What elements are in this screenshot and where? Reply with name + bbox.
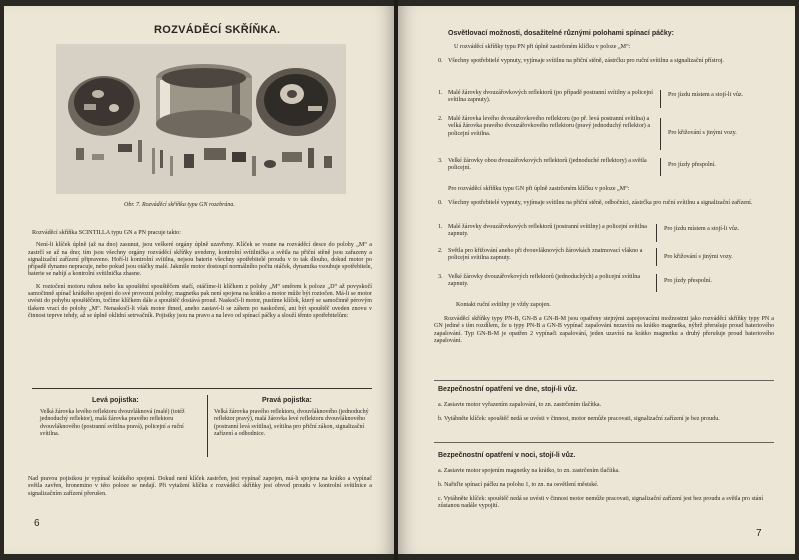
gn-item-0 — [438, 200, 768, 207]
day-safety-b: b. Vytáhněte klíček: spouštěč nedá se uvésti v činnost, motor nemůže pracovati, signalizační zařízení je bez proudu. — [438, 416, 720, 422]
pn-item-1-number: 1. — [438, 90, 443, 96]
pn-item-2-bracket — [660, 118, 661, 150]
pn-item-0-number: 0. — [438, 58, 443, 64]
gn-item-1-bracket — [656, 224, 657, 242]
pn-item-2-number: 2. — [438, 116, 443, 122]
pn-item-0 — [438, 58, 768, 65]
section-divider-1 — [434, 380, 774, 381]
pn-item-2-purpose: Pro křižování s jinými vozy. — [668, 130, 737, 136]
day-safety-heading: Bezpečnostní opatření ve dne, stojí-li vůz. — [438, 386, 578, 393]
pn-item-3 — [438, 158, 658, 173]
gn-subheading: Pro rozváděcí skříňku typu GN při úplně zastrčeném klíčku v poloze „M“: — [448, 186, 630, 192]
right-page — [398, 6, 795, 554]
gn-item-2 — [438, 248, 653, 263]
gn-item-0-text: Všechny spotřebitelé vypnuty, vyjímaje svítilnu na přiční stěně, odbočníci, zástrčka pro ruční svítilnu a signalizační zařízení. — [448, 200, 753, 206]
pn-item-3-number: 3. — [438, 158, 443, 164]
paragraph-3: Nad pravou pojistkou je vypínač krátkého spojení. Dokud není klíček zastrčen, jest vypínač zapojen, má-li spojena na krátko a vypínač světla zavřen, hronemino v této poloze se nedají. Při vytažení klíčku z rozváděcí skříňky jest obvod proudu v kontrolní svítilnice a signalizačním zařízení přerušen. — [28, 476, 372, 497]
pn-subheading: U rozváděcí skříňky typu PN při úplně zastrčeném klíčku v poloze „M“: — [454, 44, 631, 50]
pn-item-1-bracket — [660, 90, 661, 108]
gn-item-1 — [438, 224, 653, 239]
lighting-options-heading: Osvětlovací možnosti, dosažitelné různými polohami spínací páčky: — [448, 30, 675, 37]
left-page — [4, 6, 394, 554]
gn-item-2-bracket — [656, 248, 657, 266]
fuse-right-text: Velká žárovka pravého reflektoru, dvouvláknového (jednoduchý reflektor pravý), malá žárovka levé reflektoru dvouvláknového (postranní levá svítilna), svítilna pro přiční zákon, signalizační zařízení a odhodnice. — [214, 409, 369, 437]
gn-item-1-number: 1. — [438, 224, 443, 230]
day-safety-a: a. Zastavte motor vyřazením zapalování, to zn. zastrčením tlačítka. — [438, 402, 602, 408]
page-heading: ROZVÁDĚCÍ SKŘÍŇKA. — [154, 24, 281, 36]
gn-item-3 — [438, 274, 653, 289]
pn-item-2 — [438, 116, 658, 138]
night-safety-b: b. Nařiďte spínací páčku na polohu 1, to zn. na osvětlení městské. — [438, 482, 599, 488]
gn-item-0-number: 0. — [438, 200, 443, 206]
b-type-paragraph: Rozváděcí skříňky typy PN-B, GN-B a GN-B-M jsou opatřeny stejnými zapojovacími možnostmi jako rozváděcí skříňky typy PN a GN jediné s tím rozdílem, že u typy PN-B a GN-B vypínač zapalování nezavírá na krátko magnetka, nýbrž přerušuje proud bateriového zapalování. Typ GN-B-M je opatřen 2 vypínači zapalování, jeden uzavírá na krátko magnetku a druhý přerušuje proud bateriového zapalování. — [434, 316, 774, 344]
gn-item-3-purpose: Pro jízdy přespolní. — [664, 278, 712, 284]
figure-caption: Obr. 7. Rozváděcí skříňka typu GN rozebrána. — [124, 202, 235, 208]
gn-item-2-purpose: Pro křižování s jinými vozy. — [664, 254, 733, 260]
pn-item-1 — [438, 90, 658, 105]
fuse-right-title: Pravá pojistka: — [262, 397, 312, 404]
pn-item-0-text: Všechny spotřebitelé vypnuty, vyjímaje svítilnu na přiční stěně, zástrčku pro ruční svítilnu a signalizační přístroj. — [448, 58, 724, 64]
paragraph-1: Není-li klíček úplně (až na dno) zasunut, jsou veškeré orgány úplně uzavřeny. Klíček se vsune na rozváděcí desce do polohy „M“ a zastrčí se až na dno; tím jsou všechny orgány rozváděcí skříňky uvedeny, kontrolní svítilnička a světla na přiční stěně jsou zařazeny a signalizační zařízení připraveno. Hoří-li kontrolní svítilna, nejsou baterie všechny spotřebitelé proudu v to tak dlouho, dokud motor po případě dynamo nepracuje, nebo pokud jsou otáčky malé. Jakmile motor dostoupí normálního počtu otáček, dynamika vsoubuje spotřebitele, baterie se nabíjí a kontrolní svítilnička zhasne. — [28, 242, 372, 278]
gn-item-1-text: Malé žárovky dvouzářovkových reflektorů (postranní svítilny) a policejní svítilna zapnuty. — [448, 224, 648, 238]
pn-item-3-purpose: Pro jízdy přespolní. — [668, 162, 716, 168]
night-safety-c: c. Vytáhněte klíček: spouštěč nedá se uvésti v činnost motor nemůže pracovati, signalizační zařízení jest bez proudu a světla pro stání zůstanou nadále vypojití. — [438, 496, 764, 510]
night-safety-heading: Bezpečnostní opatření v noci, stojí-li vůz. — [438, 452, 576, 459]
gn-item-3-bracket — [656, 274, 657, 292]
left-body — [28, 230, 372, 325]
gn-item-3-number: 3. — [438, 274, 443, 280]
intro-line: Rozváděcí skříňka SCINTILLA typu GN a PN pracuje takto: — [32, 230, 181, 236]
pn-item-3-bracket — [660, 158, 661, 176]
gn-item-3-text: Velké žárovky dvouzářovkových reflektorů (jednoduchých) a policejní svítilna zapnuty. — [448, 274, 641, 288]
section-divider-2 — [434, 442, 774, 443]
gn-item-2-number: 2. — [438, 248, 443, 254]
fuse-left-title: Levá pojistka: — [92, 397, 139, 404]
fuse-table — [32, 388, 372, 459]
disassembled-switchbox-photo — [56, 44, 346, 194]
fuse-left-text: Velká žárovka levého reflektoru dvouvláknová (malé) (totéž jednoduchý reflektor), malá žárovka pravého reflektoru dvouvláknového (postranní svítilna pravá), policejní a ruční svítilna. — [40, 409, 185, 437]
gn-item-2-text: Světla pro křižování aneho při dvouvláknových žárovkách znatmovací vlákno a policejní svítilna zapnuty. — [448, 248, 643, 262]
gn-item-1-purpose: Pro jízdu místem a stojí-li vůz. — [664, 226, 740, 232]
page-number-right: 7 — [756, 528, 762, 539]
fuse-divider — [207, 395, 208, 457]
paragraph-2: K roztočení motoru ruhou nebo ku spouštění spouštěčem stačí, otáčíme-li klíčkem z polohy „M“ směrem k poloze „D“ až povyskočí samočinně spínač krátkého spojení do své provozní polohy; magnetka pak není spojena na krátko a motor může být roztočen. Má-li se motor uvésti do pohybu spouštěčem, točíme klíčkem dále a spouštěč dostává proud. Naskočí-li motor, pustíme klíček, který se samočinně pérovým tlakem vrací do polohy „M“. Nenaskočí-li však motor ihned, aneho zastaví-li se záhem po naskočení, ani být spouštěč uveden znovu v činnost teprve tehdy, až se úplně oklidní setrvačník. Pojistky jsou na pravo a na levo od spínací páčky a slouží těmto spotřebitelům: — [28, 283, 372, 319]
night-safety-a: a. Zastavte motor spojením magnetky na krátko, to zn. zastrčením tlačítka. — [438, 468, 620, 474]
page-number-left: 6 — [34, 518, 40, 529]
pn-item-3-text: Velké žárovky obou dvouzářovkových reflektorů (jednoduché reflektory) a světla policejní. — [448, 158, 647, 172]
pn-item-1-purpose: Pro jízdu místem a stojí-li vůz. — [668, 92, 744, 98]
pn-item-1-text: Malé žárovky dvouzářovkových reflektorů (po případě postranní svítilny a policejní svítilna zapnuty). — [448, 90, 653, 104]
hand-lamp-contact-note: Kontakt ruční svítilny je vždy zapojen. — [456, 302, 551, 308]
pn-item-2-text: Malé žárovka levého dvouzářovkového reflektoru (po př. levá postranní svítilna) a velká žárovka pravého dvouzářovkového reflektoru (pravý jednoduchý reflektor) a policejní svítilna. — [448, 116, 651, 137]
